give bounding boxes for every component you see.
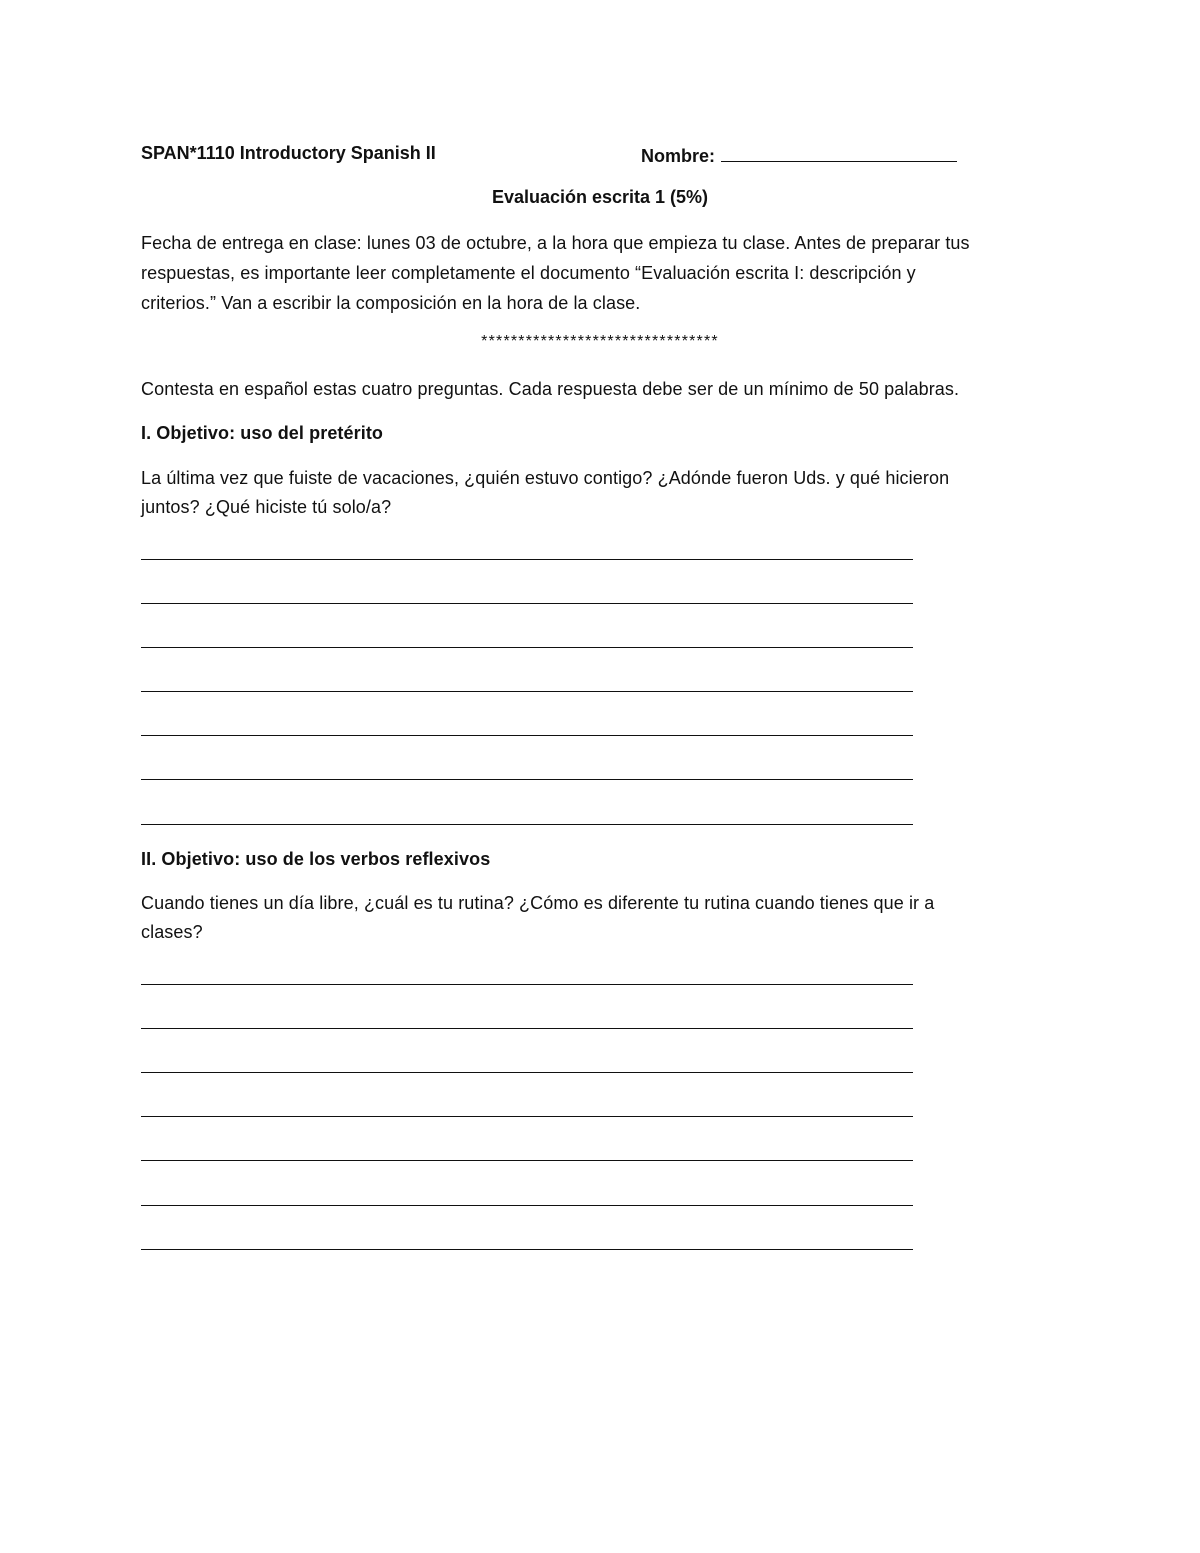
answer-line[interactable] <box>141 1249 913 1250</box>
name-field[interactable] <box>641 143 957 167</box>
name-blank-line[interactable] <box>721 143 957 162</box>
answer-line[interactable] <box>141 735 913 736</box>
instructions-text: Contesta en español estas cuatro preguntas. Cada respuesta debe ser de un mínimo de 50 palabras. <box>141 379 960 399</box>
section-2-question-line-1: Cuando tienes un día libre, ¿cuál es tu rutina? ¿Cómo es diferente tu rutina cuando tienes que ir a <box>141 893 935 913</box>
answer-line[interactable] <box>141 647 913 648</box>
assignment-title: Evaluación escrita 1 (5%) <box>491 187 709 207</box>
section-1-heading: I. Objetivo: uso del pretérito <box>141 423 384 443</box>
answer-line[interactable] <box>141 691 913 692</box>
answer-line[interactable] <box>141 559 913 560</box>
answer-line[interactable] <box>141 1205 913 1206</box>
answer-line[interactable] <box>141 1160 913 1161</box>
intro-line-2: respuestas, es importante leer completamente el documento “Evaluación escrita I: descripción y <box>141 263 916 283</box>
answer-line[interactable] <box>141 1028 913 1029</box>
section-2-question-line-2: clases? <box>141 922 203 942</box>
answer-line[interactable] <box>141 603 913 604</box>
answer-line[interactable] <box>141 1072 913 1073</box>
answer-line[interactable] <box>141 779 913 780</box>
answer-line[interactable] <box>141 1116 913 1117</box>
name-label: Nombre: <box>641 146 716 166</box>
answer-line[interactable] <box>141 984 913 985</box>
course-title: SPAN*1110 Introductory Spanish II <box>141 143 436 163</box>
intro-line-1: Fecha de entrega en clase: lunes 03 de octubre, a la hora que empieza tu clase. Antes de preparar tus <box>141 233 970 253</box>
intro-line-3: criterios.” Van a escribir la composición en la hora de la clase. <box>141 293 641 313</box>
answer-line[interactable] <box>141 824 913 825</box>
section-1-question-line-1: La última vez que fuiste de vacaciones, ¿quién estuvo contigo? ¿Adónde fueron Uds. y qué hicieron <box>141 468 950 488</box>
section-2-heading: II. Objetivo: uso de los verbos reflexivos <box>141 849 491 869</box>
section-1-question-line-2: juntos? ¿Qué hiciste tú solo/a? <box>141 497 392 517</box>
asterisk-separator: ******************************** <box>481 333 719 350</box>
